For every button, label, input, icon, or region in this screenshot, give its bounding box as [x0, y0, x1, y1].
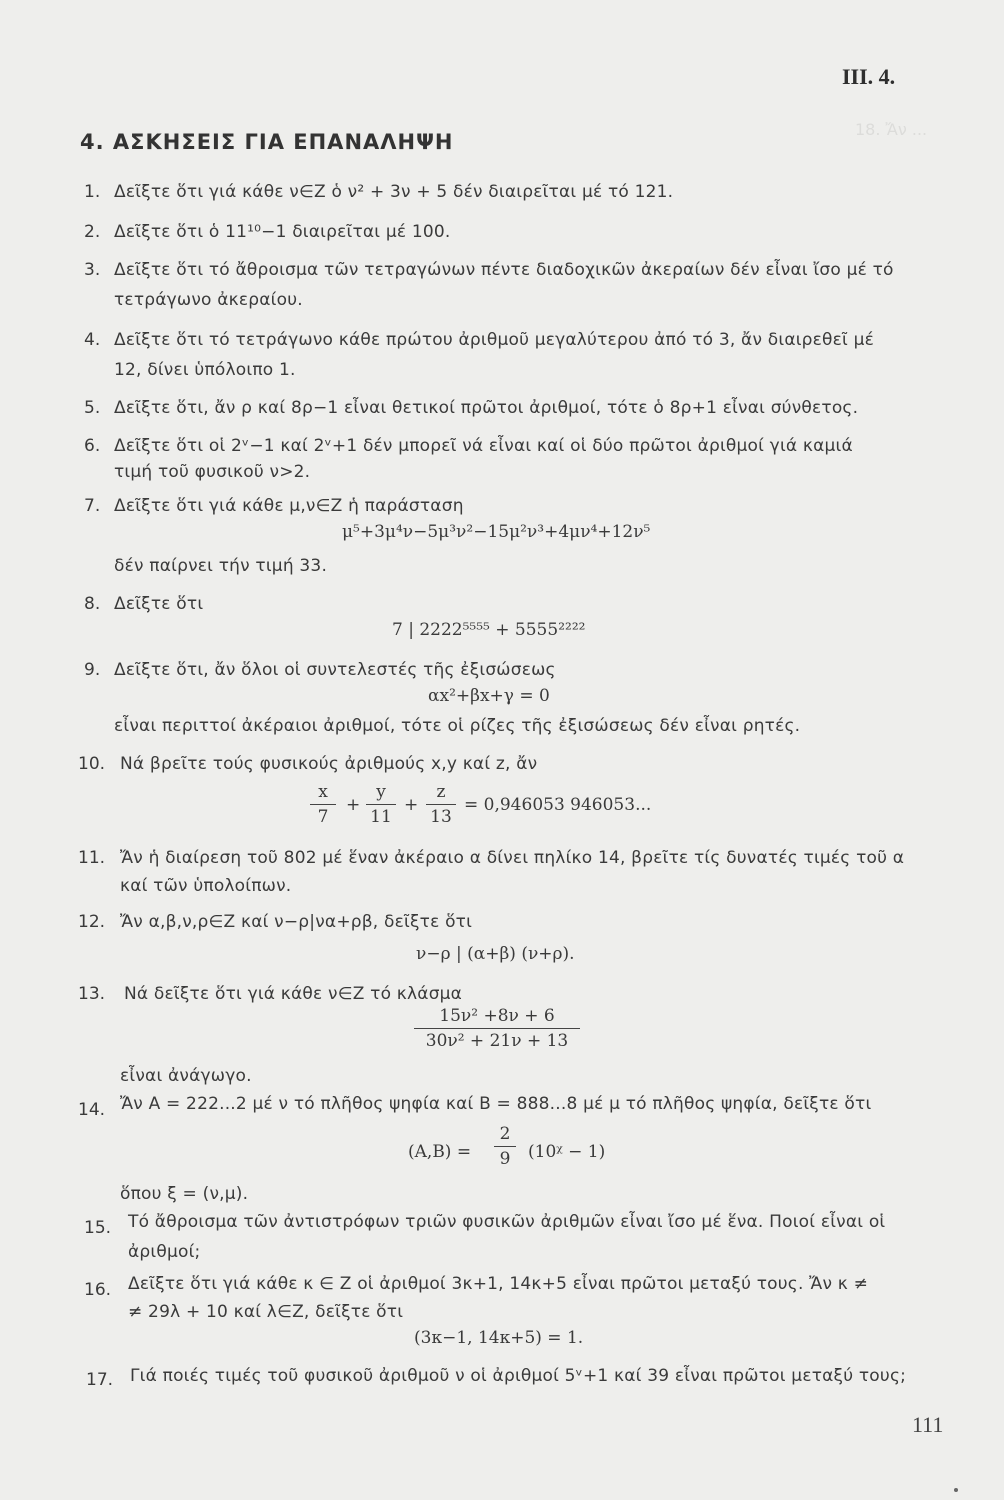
exercise-number: 13. [78, 984, 106, 1004]
exercise-number: 16. [84, 1280, 112, 1300]
exercise-text: Δεῖξτε ὅτι [114, 594, 204, 614]
exercise-text: Δεῖξτε ὅτι, ἄν ὅλοι οἱ συντελεστές τῆς ἐξισώσεως [114, 660, 556, 680]
exercise-text: ὅπου ξ = (ν,μ). [120, 1184, 249, 1204]
fraction-z-over-13 [426, 782, 456, 827]
exercise-text: Ἄν A = 222...2 μέ ν τό πλῆθος ψηφία καί B = 888...8 μέ μ τό πλῆθος ψηφία, δεῖξτε ὅτι [120, 1094, 872, 1114]
formula-left: (A,B) = [408, 1142, 472, 1162]
exercise-text: Δεῖξτε ὅτι οἱ 2ᵛ−1 καί 2ᵛ+1 δέν μπορεῖ νά εἶναι καί οἱ δύο πρῶτοι ἀριθμοί γιά καμιά [114, 436, 853, 456]
exercise-text: ἀριθμοί; [128, 1242, 201, 1262]
page-number: 111 [912, 1412, 944, 1437]
equation-result: = 0,946053 946053... [464, 795, 652, 815]
exercise-text: δέν παίρνει τήν τιμή 33. [114, 556, 328, 576]
fraction-denominator: 30ν² + 21ν + 13 [425, 1031, 569, 1051]
exercise-text: Νά βρεῖτε τούς φυσικούς ἀριθμούς x,y καί z, ἄν [120, 754, 538, 774]
fraction-denominator: 11 [370, 807, 392, 827]
exercise-text: Δεῖξτε ὅτι ὁ 11¹⁰−1 διαιρεῖται μέ 100. [114, 222, 451, 242]
fraction-2-over-9 [494, 1124, 516, 1169]
fraction-denominator: 13 [430, 807, 452, 827]
fraction-bar [414, 1028, 580, 1029]
fraction-bar [366, 804, 396, 805]
exercise-number: 11. [78, 848, 106, 868]
exercise-text: ≠ 29λ + 10 καί λ∈Z, δεῖξτε ὅτι [128, 1302, 404, 1322]
fraction-y-over-11 [366, 782, 396, 827]
display-formula: μ⁵+3μ⁴ν−5μ³ν²−15μ²ν³+4μν⁴+12ν⁵ [342, 522, 651, 542]
irreducible-fraction [414, 1006, 580, 1051]
exercise-text: Δεῖξτε ὅτι γιά κάθε μ,ν∈Z ἡ παράσταση [114, 496, 464, 516]
fraction-x-over-7 [310, 782, 336, 827]
fraction-numerator: 15ν² +8ν + 6 [439, 1006, 555, 1026]
exercise-text: Δεῖξτε ὅτι τό τετράγωνο κάθε πρώτου ἀριθμοῦ μεγαλύτερου ἀπό τό 3, ἄν διαιρεθεῖ μέ [114, 330, 875, 350]
fraction-bar [494, 1146, 516, 1147]
exercise-number: 14. [78, 1100, 106, 1120]
exercise-number: 9. [84, 660, 101, 680]
exercise-number: 15. [84, 1218, 112, 1238]
fraction-numerator: 2 [499, 1124, 511, 1144]
exercise-number: 3. [84, 260, 101, 280]
display-formula: ν−ρ | (α+β) (ν+ρ). [416, 944, 575, 964]
chapter-header: III. 4. [842, 64, 896, 89]
fraction-numerator: x [318, 782, 328, 802]
exercise-number: 7. [84, 496, 101, 516]
exercise-text: τιμή τοῦ φυσικοῦ ν>2. [114, 462, 311, 482]
exercise-text: Δεῖξτε ὅτι, ἄν ρ καί 8ρ−1 εἶναι θετικοί πρῶτοι ἀριθμοί, τότε ὁ 8ρ+1 εἶναι σύνθετος. [114, 398, 859, 418]
display-formula: (3κ−1, 14κ+5) = 1. [414, 1328, 584, 1348]
exercise-number: 2. [84, 222, 101, 242]
exercise-text: Δεῖξτε ὅτι γιά κάθε κ ∈ Z οἱ ἀριθμοί 3κ+1, 14κ+5 εἶναι πρῶτοι μεταξύ τους. Ἄν κ ≠ [128, 1274, 869, 1294]
plus-sign: + [346, 795, 361, 815]
exercise-number: 1. [84, 182, 101, 202]
bleed-through-text: 18. Ἄν ... [855, 120, 928, 139]
section-title: 4. ΑΣΚΗΣΕΙΣ ΓΙΑ ΕΠΑΝΑΛΗΨΗ [80, 130, 454, 154]
exercise-text: Δεῖξτε ὅτι γιά κάθε ν∈Z ὁ ν² + 3ν + 5 δέν διαιρεῖται μέ τό 121. [114, 182, 674, 202]
display-formula: 7 | 2222⁵⁵⁵⁵ + 5555²²²² [392, 620, 586, 640]
exercise-text: Δεῖξτε ὅτι τό ἄθροισμα τῶν τετραγώνων πέντε διαδοχικῶν ἀκεραίων δέν εἶναι ἴσο μέ τό [114, 260, 894, 280]
exercise-text: Ἄν ἡ διαίρεση τοῦ 802 μέ ἕναν ἀκέραιο α δίνει πηλίκο 14, βρεῖτε τίς δυνατές τιμές τοῦ α [120, 848, 905, 868]
fraction-denominator: 9 [499, 1149, 511, 1169]
exercise-number: 12. [78, 912, 106, 932]
exercise-number: 8. [84, 594, 101, 614]
fraction-denominator: 7 [317, 807, 329, 827]
exercise-number: 10. [78, 754, 106, 774]
fraction-numerator: y [376, 782, 386, 802]
exercise-number: 5. [84, 398, 101, 418]
exercise-text: καί τῶν ὑπολοίπων. [120, 876, 292, 896]
fraction-bar [426, 804, 456, 805]
exercise-text: εἶναι ἀνάγωγο. [120, 1066, 252, 1086]
exercise-number: 6. [84, 436, 101, 456]
exercise-text: Νά δεῖξτε ὅτι γιά κάθε ν∈Z τό κλάσμα [124, 984, 463, 1004]
formula-right: (10ᵡ − 1) [528, 1142, 606, 1162]
fraction-numerator: z [436, 782, 446, 802]
plus-sign: + [404, 795, 419, 815]
fraction-bar [310, 804, 336, 805]
exercise-text: Ἄν α,β,ν,ρ∈Z καί ν−ρ|να+ρβ, δεῖξτε ὅτι [120, 912, 473, 932]
exercise-number: 17. [86, 1370, 114, 1390]
exercise-text: Γιά ποιές τιμές τοῦ φυσικοῦ ἀριθμοῦ ν οἱ ἀριθμοί 5ᵛ+1 καί 39 εἶναι πρῶτοι μεταξύ τους; [130, 1366, 907, 1386]
exercise-text: 12, δίνει ὑπόλοιπο 1. [114, 360, 296, 380]
exercise-text: Τό ἄθροισμα τῶν ἀντιστρόφων τριῶν φυσικῶν ἀριθμῶν εἶναι ἴσο μέ ἕνα. Ποιοί εἶναι οἱ [128, 1212, 886, 1232]
display-formula: αx²+βx+γ = 0 [428, 686, 550, 706]
ink-speck [954, 1488, 958, 1492]
exercise-text: τετράγωνο ἀκεραίου. [114, 290, 303, 310]
exercise-text: εἶναι περιττοί ἀκέραιοι ἀριθμοί, τότε οἱ ρίζες τῆς ἐξισώσεως δέν εἶναι ρητές. [114, 716, 801, 736]
exercise-number: 4. [84, 330, 101, 350]
